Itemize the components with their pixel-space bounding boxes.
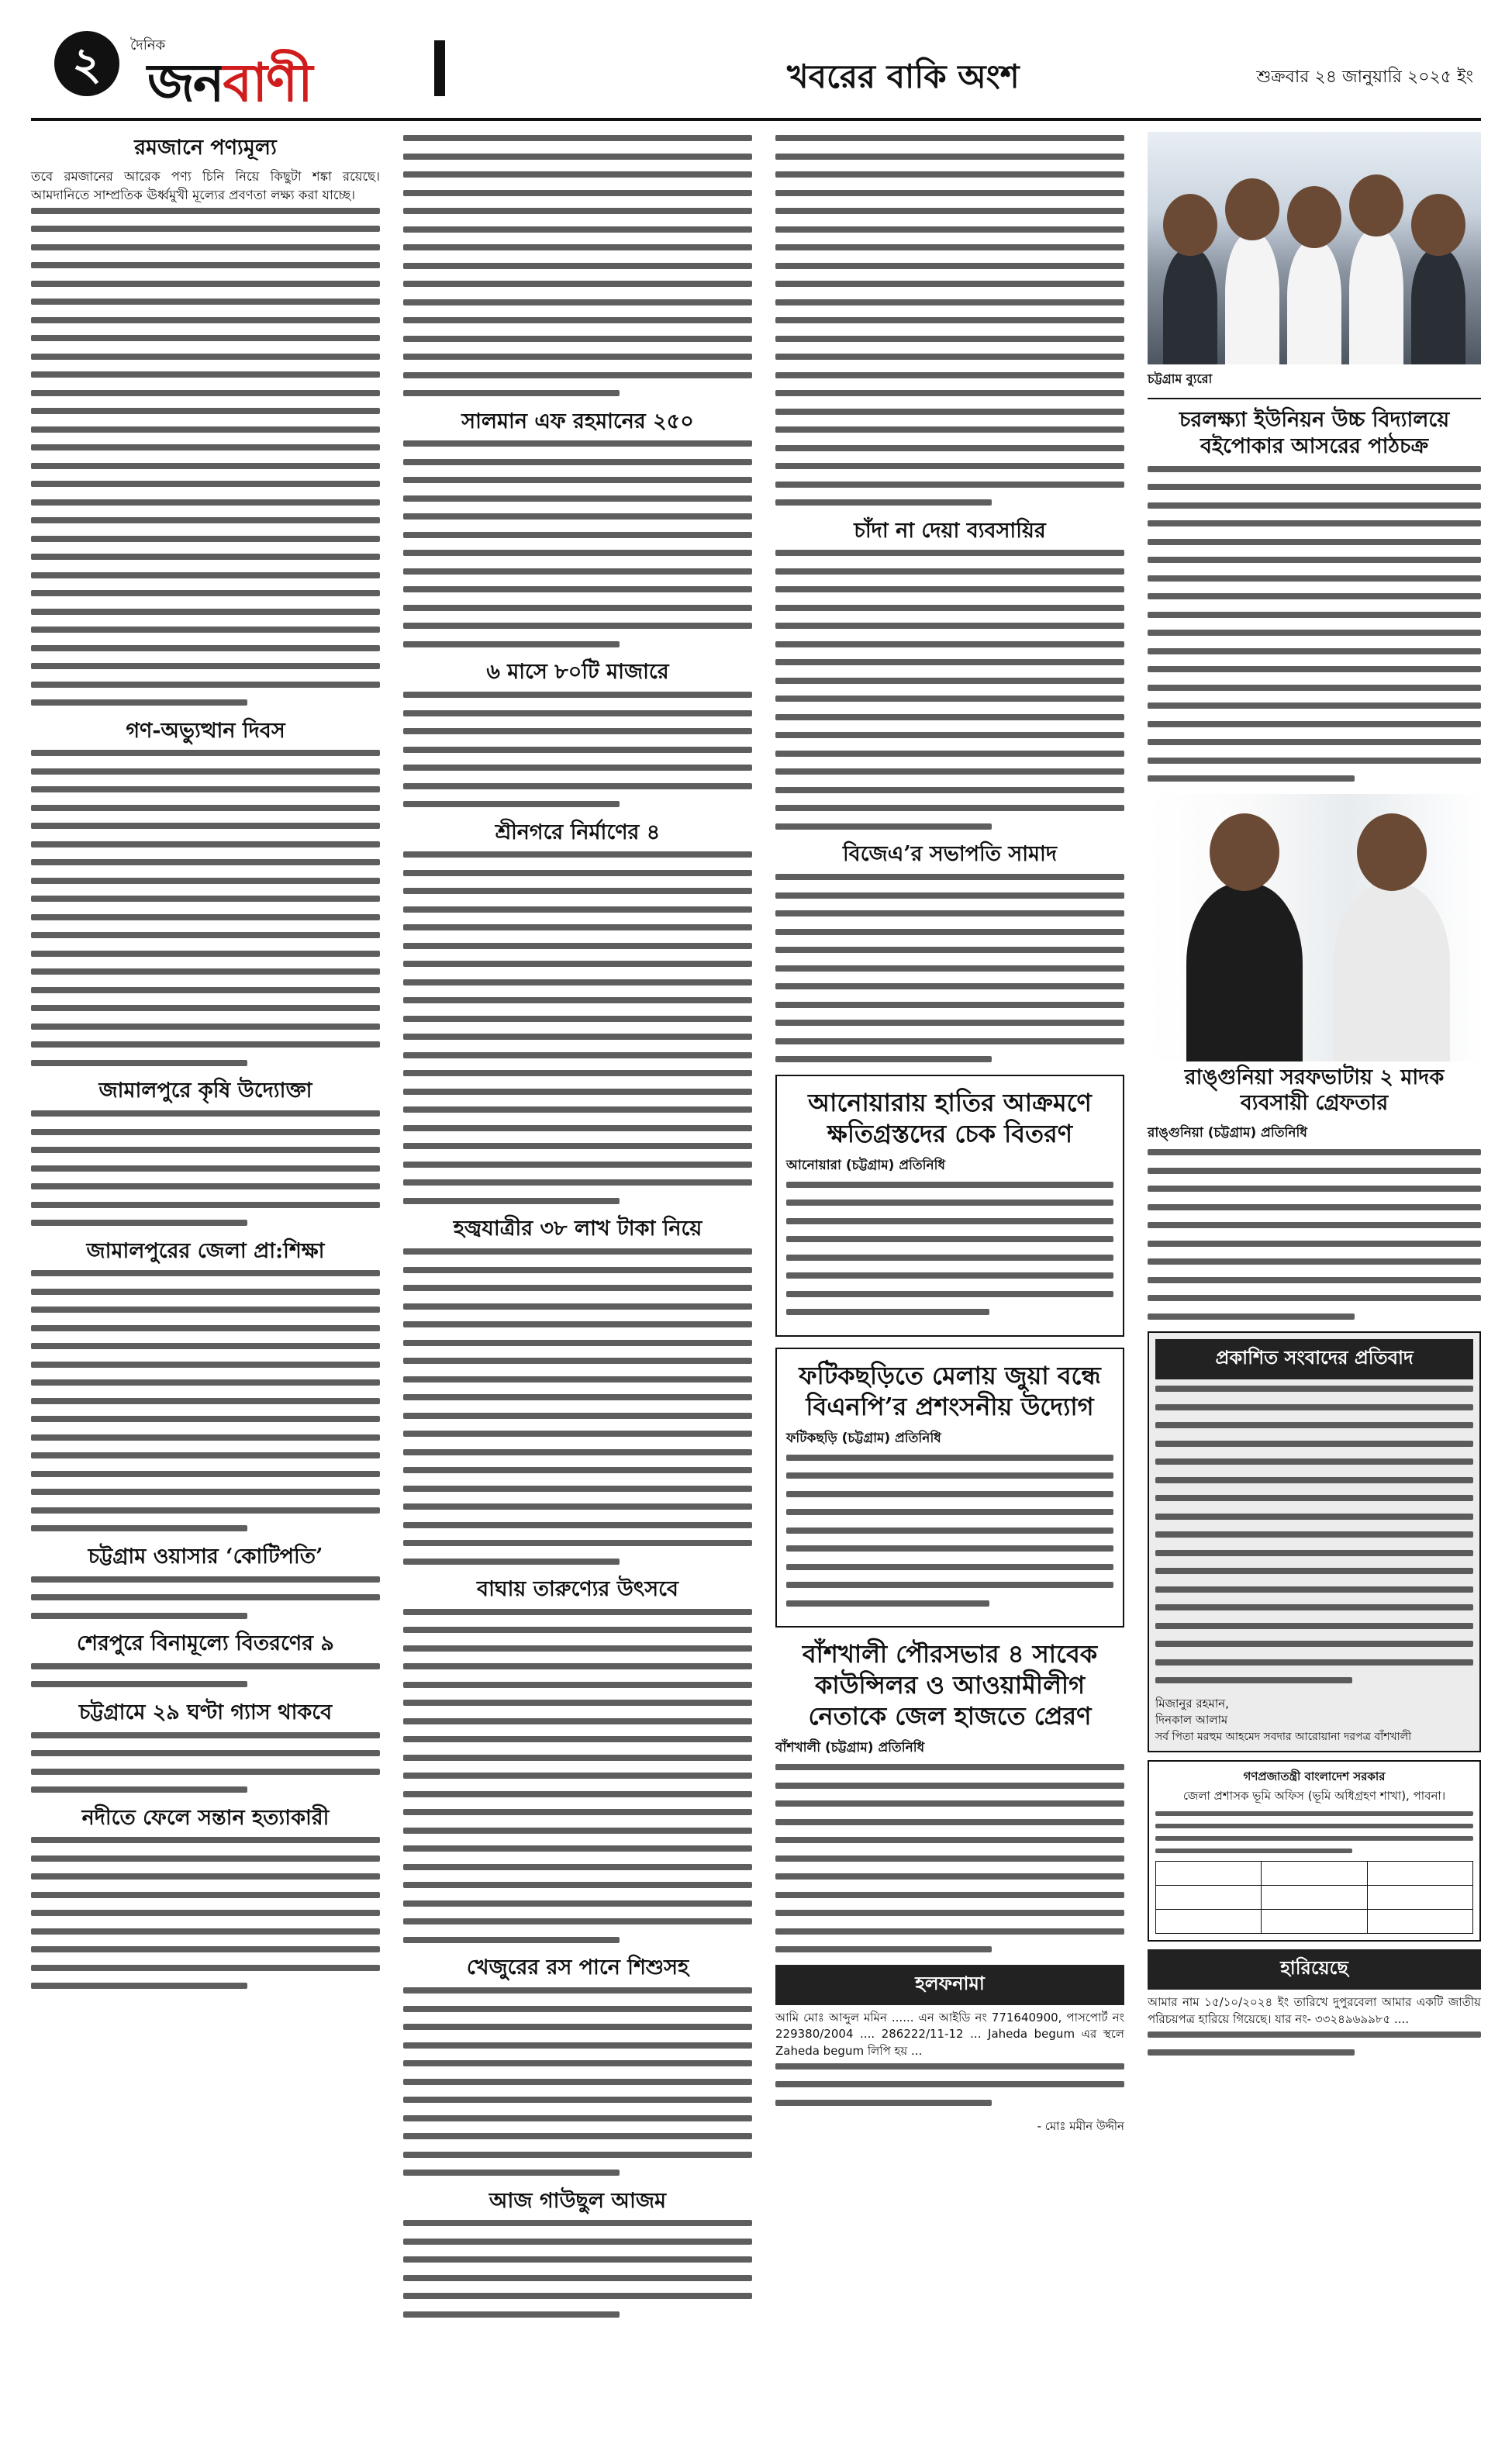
- column-3: [775, 132, 1124, 2148]
- affidavit-title: হলফনামা: [775, 1965, 1124, 2005]
- article-continued-top: [775, 135, 1124, 506]
- article-body: [775, 135, 1124, 506]
- byline: রাঙ্গুনিয়া (চট্টগ্রাম) প্রতিনিধি: [1148, 1125, 1307, 1141]
- headline: চট্টগ্রামে ২৯ ঘণ্টা গ্যাস থাকবে: [78, 1700, 333, 1724]
- article-gausul-azam: [403, 2188, 752, 2318]
- lost-body: [1148, 2031, 1481, 2056]
- headline: খেজুরের রস পানে শিশুসহ: [466, 1956, 689, 1980]
- article-body: [1148, 466, 1481, 782]
- affidavit-signature: - মোঃ মমীন উদ্দীন: [1037, 2119, 1124, 2134]
- article-river-murder: [31, 1805, 380, 1990]
- headline: চাঁদা না দেয়া ব্যবসায়ির: [854, 518, 1046, 543]
- article-body: [403, 1987, 752, 2176]
- logo-part-a: জন: [147, 52, 223, 114]
- tender-body: [1155, 1811, 1473, 1853]
- article-body: [786, 1455, 1113, 1607]
- article-body: [403, 135, 752, 396]
- article-body: [403, 2220, 752, 2318]
- headline: চরলক্ষ্যা ইউনিয়ন উচ্চ বিদ্যালয়ে বইপোকার আসরের পাঠচক্র: [1179, 408, 1450, 458]
- page-number: ২: [54, 31, 119, 96]
- issue-date: শুক্রবার ২৪ জানুয়ারি ২০২৫ ইং: [1256, 67, 1473, 87]
- lost-title: হারিয়েছে: [1148, 1949, 1481, 1990]
- headline: সালমান এফ রহমানের ২৫০: [461, 409, 694, 433]
- headline: শ্রীনগরে নির্মাণের ৪: [495, 820, 661, 844]
- article-body: [403, 692, 752, 807]
- arrested-suspects-photo: [1148, 794, 1481, 1061]
- article-body: [31, 1110, 380, 1226]
- headline: রমজানে পণ্যমূল্য: [134, 136, 277, 160]
- article-body: [775, 550, 1124, 830]
- headline: রাঙ্গুনিয়া সরফভাটায় ২ মাদক ব্যবসায়ী গ্রেফতার: [1184, 1065, 1445, 1116]
- article-body: [786, 1182, 1113, 1316]
- article-body: [31, 1732, 380, 1793]
- notice-signature-1: মিজানুর রহমান,: [1155, 1696, 1229, 1710]
- lost-text: আমার নাম ১৫/১০/২০২৪ ইং তারিখে দুপুরবেলা আমার একটি জাতীয় পরিচয়পত্র হারিয়ে গিয়েছে। যার নং- ৩৩২৪৯৬৯৯৮৫ ....: [1148, 1995, 1481, 2027]
- headline: বাঁশখালী পৌরসভার ৪ সাবেক কাউন্সিলর ও আওয়ামীলীগ নেতাকে জেল হাজতে প্রেরণ: [802, 1639, 1098, 1731]
- government-tender-notice: [1148, 1760, 1481, 1942]
- byline: বাঁশখালী (চট্টগ্রাম) প্রতিনিধি: [775, 1740, 925, 1755]
- article-body: [1148, 1149, 1481, 1320]
- headline: জামালপুরে কৃষি উদ্যোক্তা: [98, 1079, 312, 1103]
- article-body: [403, 1609, 752, 1943]
- article-body: [775, 2063, 1124, 2106]
- article-srinagar-construction: [403, 820, 752, 1204]
- tender-header: গণপ্রজাতন্ত্রী বাংলাদেশ সরকার: [1243, 1769, 1386, 1784]
- headline: গণ-অভ্যুত্থান দিবস: [126, 718, 285, 743]
- headline: চট্টগ্রাম ওয়াসার ‘কোটিপতি’: [88, 1544, 323, 1569]
- article-primary-education: [31, 1238, 380, 1532]
- headline: জামালপুরের জেলা প্রা:শিক্ষা: [86, 1238, 325, 1263]
- headline: ফটিকছড়িতে মেলায় জুয়া বন্ধে বিএনপি’র প্রশংসনীয় উদ্যোগ: [799, 1360, 1101, 1421]
- notice-signature-2: দিনকাল আলাম: [1155, 1713, 1228, 1728]
- article-body: [403, 851, 752, 1204]
- headline: শেরপুরে বিনামূল্যে বিতরণের ৯: [77, 1631, 334, 1656]
- school-event-photo: [1148, 132, 1481, 364]
- article-body: [403, 440, 752, 647]
- divider: [1148, 398, 1481, 399]
- headline: আনোয়ারায় হাতির আক্রমণে ক্ষতিগ্রস্তদের চেক বিতরণ: [808, 1087, 1092, 1148]
- article-body: [31, 1663, 380, 1688]
- article-body: [775, 874, 1124, 1062]
- article-uprising-day: [31, 718, 380, 1066]
- article-date-juice: [403, 1955, 752, 2176]
- article-banshkhali-councillors: [775, 1638, 1124, 1952]
- notice-title: প্রকাশিত সংবাদের প্রতিবাদ: [1155, 1339, 1473, 1379]
- column-4: [1148, 132, 1481, 2068]
- headline: আজ গাউছুল আজম: [488, 2188, 667, 2213]
- tender-subheader: জেলা প্রশাসক ভূমি অফিস (ভূমি অধিগ্রহণ শাখা), পাবনা।: [1182, 1789, 1446, 1804]
- article-80-shrines: [403, 659, 752, 807]
- affidavit-notice: [775, 1965, 1124, 2138]
- article-book-club: [1148, 407, 1481, 782]
- notice-body: [1155, 1386, 1473, 1683]
- column-1: [31, 132, 380, 2001]
- headline: ৬ মাসে ৮০টি মাজারে: [486, 660, 669, 685]
- article-sherpur-free: [31, 1631, 380, 1687]
- lost-notice: [1148, 1949, 1481, 2056]
- masthead-pretitle: দৈনিক: [130, 37, 166, 54]
- article-body: [403, 1248, 752, 1565]
- photo-caption: চট্টগ্রাম ব্যুরো: [1148, 371, 1213, 386]
- headline: বিজেএ’র সভাপতি সামাদ: [842, 842, 1058, 867]
- article-body: [31, 750, 380, 1066]
- article-elephant-attack: [775, 1075, 1124, 1337]
- article-wasa-millionaire: [31, 1544, 380, 1619]
- article-drug-arrest: [1148, 1065, 1481, 1320]
- column-2: [403, 132, 752, 2329]
- affidavit-text: আমি মোঃ আব্দুল মমিন ...... এন আইডি নং 771640900, পাসপোর্ট নং 229380/2004 .... 286222/11-12 ... Jaheda begum এর স্থলে Zaheda begum লিপি হয় ...: [775, 2010, 1124, 2058]
- headline: বাঘায় তারুণ্যের উৎসবে: [477, 1577, 678, 1601]
- headline: হজ্বযাত্রীর ৩৮ লাখ টাকা নিয়ে: [453, 1217, 702, 1241]
- article-bja-president: [775, 841, 1124, 1062]
- byline: ফটিকছড়ি (চট্টগ্রাম) প্রতিনিধি: [786, 1430, 941, 1446]
- article-continued-top: [403, 135, 752, 396]
- protest-notice: [1148, 1331, 1481, 1752]
- masthead-divider: [434, 40, 445, 96]
- headline: নদীতে ফেলে সন্তান হত্যাকারী: [81, 1805, 330, 1830]
- article-ramadan-prices: [31, 135, 380, 706]
- byline: আনোয়ারা (চট্টগ্রাম) প্রতিনিধি: [786, 1157, 946, 1173]
- newspaper-logo: [147, 42, 312, 130]
- article-body: [31, 1837, 380, 1989]
- article-body: [31, 208, 380, 706]
- masthead: [31, 25, 1481, 121]
- notice-signature-3: সর্ব পিতা মরহুম আহমেদ সবদার আরোয়ানা দরপত্র বাঁশখালী: [1155, 1731, 1412, 1743]
- article-lead: তবে রমজানের আরেক পণ্য চিনি নিয়ে কিছুটা শঙ্কা রয়েছে। আমদানিতে সাম্প্রতিক ঊর্ধ্বমুখী মূল্যের প্রবণতা লক্ষ্য করা যাচ্ছে।: [31, 168, 380, 202]
- article-bagha-youth-festival: [403, 1576, 752, 1943]
- article-fatikchhari-gambling: [775, 1348, 1124, 1628]
- article-gas-29-hours: [31, 1700, 380, 1793]
- logo-part-b: বাণী: [223, 52, 312, 114]
- section-title: খবরের বাকি অংশ: [787, 57, 1020, 95]
- article-hajj-pilgrims: [403, 1216, 752, 1564]
- article-body: [31, 1270, 380, 1531]
- article-body: [775, 1764, 1124, 1952]
- tender-table: [1155, 1861, 1473, 1934]
- article-salman-rahman: [403, 409, 752, 647]
- article-body: [31, 1576, 380, 1619]
- article-agri-entrepreneur: [31, 1078, 380, 1226]
- article-extortion-trader: [775, 518, 1124, 830]
